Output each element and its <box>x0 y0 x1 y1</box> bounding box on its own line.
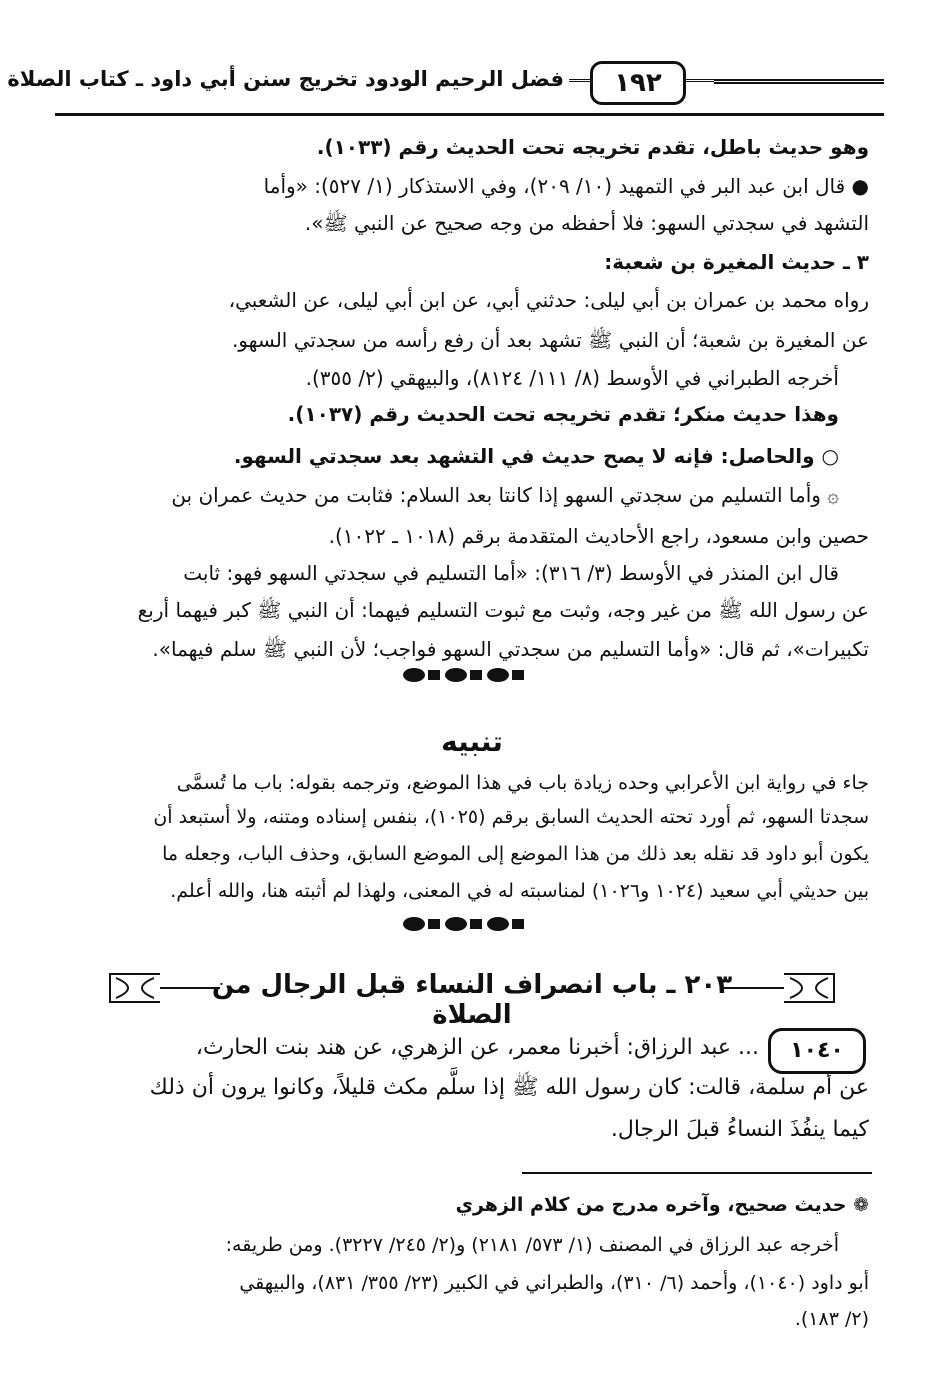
page-number: ١٩٢ <box>590 61 686 105</box>
footnote-grade <box>456 1190 869 1220</box>
ornament-icon <box>402 667 542 683</box>
body-line-11: حصين وابن مسعود، راجع الأحاديث المتقدمة برقم (١٠١٨ ـ ١٠٢٢). <box>328 524 869 548</box>
chapter-title: ٢٠٣ ـ باب انصراف النساء قبل الرجال من الصلاة <box>211 970 733 1030</box>
notice-ornament <box>402 916 542 932</box>
body-line-5: رواه محمد بن عمران بن أبي ليلى: حدثني أبي، عن ابن أبي ليلى، عن الشعبي، <box>228 288 869 312</box>
page-header <box>7 55 884 115</box>
body-line-6: عن المغيرة بن شعبة؛ أن النبي ﷺ تشهد بعد أن رفع رأسه من سجدتي السهو. <box>231 328 869 352</box>
body-line-7: أخرجه الطبراني في الأوسط (٨/ ١١١/ ٨١٢٤)، والبيهقي (٢/ ٣٥٥). <box>305 366 839 390</box>
conclusion-line: ○ والحاصل: فإنه لا يصح حديث في التشهد بعد سجدتي السهو. <box>233 444 839 468</box>
notice-line-2: سجدتا السهو، ثم أورد تحته الحديث السابق برقم (١٠٢٥)، بنفس إسناده ومتنه، ولا أستبعد أن <box>153 806 869 828</box>
footnote-line-2: أخرجه عبد الرزاق في المصنف (١/ ٥٧٣/ ٢١٨١) و(٢/ ٢٤٥/ ٣٢٢٧). ومن طريقه: <box>225 1234 839 1256</box>
running-title: فضل الرحيم الودود تخريج سنن أبي داود ـ كتاب الصلاة <box>7 67 564 91</box>
chapter-heading <box>100 962 844 1030</box>
body-line-13: عن رسول الله ﷺ من غير وجه، وثبت مع ثبوت التسليم فيهما: أن النبي ﷺ كبر فيهما أربع <box>137 598 869 622</box>
hadith-number: ١٠٤٠ <box>768 1028 866 1074</box>
seal-icon: ❁ <box>853 1194 869 1216</box>
section-heading-mughira: ٣ ـ حديث المغيرة بن شعبة: <box>604 250 869 274</box>
notice-line-4: بين حديثي أبي سعيد (١٠٢٤ و١٠٢٦) لمناسبته له في المعنى، ولهذا لم أثبته هنا، والله أعلم. <box>170 880 869 902</box>
footnote-rule <box>522 1172 872 1174</box>
hadith-line-2: عن أم سلمة، قالت: كان رسول الله ﷺ إذا سلَّم مكث قليلاً، وكانوا يرون أن ذلك <box>149 1075 869 1100</box>
header-rule <box>55 113 884 116</box>
body-line-1 <box>317 132 869 162</box>
body-line-10: ۞ وأما التسليم من سجدتي السهو إذا كانتا بعد السلام: فثابت من حديث عمران بن <box>171 483 839 507</box>
footnote-line-3: أبو داود (١٠٤٠)، وأحمد (٦/ ٣١٠)، والطبراني في الكبير (٢٣/ ٣٥٥/ ٨٣١)، والبيهقي <box>239 1272 869 1294</box>
body-text: وهو حديث باطل، تقدم تخريجه تحت الحديث رقم (١٠٣٣). <box>316 135 869 159</box>
notice-line-3: يكون أبو داود قد نقله بعد ذلك من هذا الموضع إلى الموضع السابق، وحذف الباب، وجعله ما <box>162 843 869 865</box>
body-line-2: ● قال ابن عبد البر في التمهيد (١٠/ ٢٠٩)، وفي الاستذكار (١/ ٥٢٧): «وأما <box>263 174 869 198</box>
footnote-grade-text: حديث صحيح، وآخره مدرج من كلام الزهري <box>455 1194 847 1216</box>
section-ornament <box>402 667 542 683</box>
notice-line-1: جاء في رواية ابن الأعرابي وحده زيادة باب في هذا الموضع، وترجمه بقوله: باب ما تُسمَّى <box>176 772 869 794</box>
body-line-8: وهذا حديث منكر؛ تقدم تخريجه تحت الحديث رقم (١٠٣٧). <box>287 402 839 426</box>
hadith-line-3: كيما ينفُذَ النساءُ قبلَ الرجال. <box>610 1117 869 1142</box>
body-line-14: تكبيرات»، ثم قال: «وأما التسليم من سجدتي السهو فواجب؛ لأن النبي ﷺ سلم فيهما». <box>152 637 869 661</box>
chapter-ornament-left-icon <box>100 968 220 1008</box>
ornament-icon <box>402 916 542 932</box>
hadith-line-1: ... عبد الرزاق: أخبرنا معمر، عن الزهري، عن هند بنت الحارث، <box>195 1035 759 1060</box>
body-line-3: التشهد في سجدتي السهو: فلا أحفظه من وجه صحيح عن النبي ﷺ». <box>304 211 869 235</box>
notice-heading: تنبيه <box>441 725 503 758</box>
header-double-rule <box>714 79 884 84</box>
body-line-12: قال ابن المنذر في الأوسط (٣/ ٣١٦): «أما التسليم في سجدتي السهو فهو: ثابت <box>183 561 839 585</box>
footnote-line-4: (٢/ ١٨٣). <box>794 1308 869 1330</box>
page-number-rule-right <box>686 79 714 82</box>
page-number-frame <box>569 57 714 107</box>
